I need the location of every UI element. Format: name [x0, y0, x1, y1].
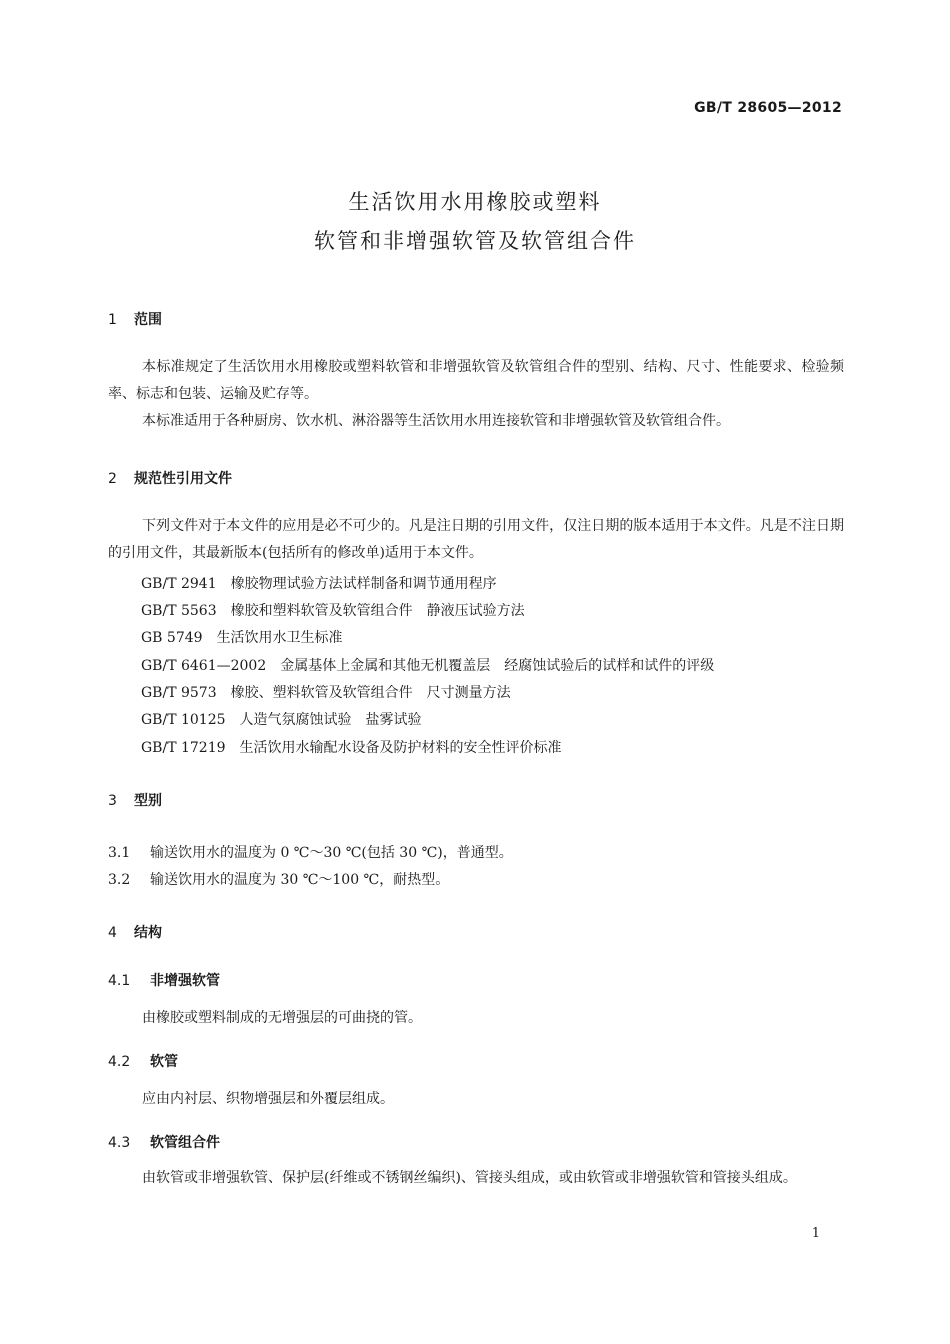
reference-title: 人造气氛腐蚀试验	[239, 712, 352, 728]
section-number: 1	[108, 312, 117, 328]
section-2-heading	[108, 468, 232, 488]
reference-subtitle: 盐雾试验	[365, 712, 422, 728]
reference-code: GB/T 2941	[141, 576, 217, 592]
reference-code: GB 5749	[141, 630, 203, 646]
reference-code: GB/T 6461—2002	[141, 658, 267, 674]
clause-title: 非增强软管	[150, 973, 220, 989]
scope-paragraph-2: 本标准适用于各种厨房、饮水机、淋浴器等生活饮用水用连接软管和非增强软管及软管组合件。	[142, 413, 730, 429]
page-number: 1	[811, 1226, 820, 1241]
reference-title: 橡胶物理试验方法试样制备和调节通用程序	[230, 576, 497, 592]
reference-subtitle: 经腐蚀试验后的试样和试件的评级	[504, 658, 715, 674]
section-4-heading	[108, 922, 162, 942]
clause-4-2-heading	[108, 1051, 178, 1071]
reference-title: 生活饮用水卫生标准	[216, 630, 343, 646]
reference-code: GB/T 10125	[141, 712, 226, 728]
reference-title: 生活饮用水输配水设备及防护材料的安全性评价标准	[239, 740, 562, 756]
reference-code: GB/T 5563	[141, 603, 217, 619]
clause-number: 4.1	[108, 973, 131, 989]
reference-item	[141, 682, 511, 702]
clause-4-1-heading	[108, 970, 220, 990]
clause-title: 软管	[150, 1054, 178, 1070]
document-id: GB/T 28605—2012	[694, 100, 842, 116]
section-title: 结构	[134, 925, 162, 941]
title-line-1: 生活饮用水用橡胶或塑料	[348, 190, 602, 214]
section-title: 范围	[134, 312, 162, 328]
title-line-2: 软管和非增强软管及软管组合件	[314, 229, 636, 253]
reference-item	[141, 737, 562, 757]
clause-number: 4.3	[108, 1135, 131, 1151]
clause-number: 3.1	[108, 845, 131, 861]
section-1-heading	[108, 309, 162, 329]
clause-text: 输送饮用水的温度为 30 ℃～100 ℃，耐热型。	[150, 872, 450, 888]
reference-subtitle: 尺寸测量方法	[426, 685, 511, 701]
reference-item	[141, 709, 422, 729]
clause-title: 软管组合件	[150, 1135, 220, 1151]
section-title: 型别	[134, 793, 162, 809]
clause-number: 4.2	[108, 1054, 131, 1070]
section-number: 3	[108, 793, 117, 809]
reference-item	[141, 655, 714, 675]
clause-4-3-text: 由软管或非增强软管、保护层(纤维或不锈钢丝编织)、管接头组成，或由软管或非增强软管和管接头组成。	[142, 1170, 797, 1186]
clause-4-3-heading	[108, 1132, 220, 1152]
normative-references-paragraph: 下列文件对于本文件的应用是必不可少的。凡是注日期的引用文件，仅注日期的版本适用于本文件。凡是不注日期的引用文件，其最新版本(包括所有的修改单)适用于本文件。	[108, 518, 844, 561]
section-number: 4	[108, 925, 117, 941]
reference-item	[141, 600, 525, 620]
reference-title: 橡胶和塑料软管及软管组合件	[230, 603, 413, 619]
reference-subtitle: 静液压试验方法	[426, 603, 525, 619]
section-title: 规范性引用文件	[134, 471, 232, 487]
clause-text: 输送饮用水的温度为 0 ℃～30 ℃(包括 30 ℃)，普通型。	[150, 845, 513, 861]
reference-item	[141, 573, 497, 593]
reference-item	[141, 627, 343, 647]
clause-3-2	[108, 869, 449, 889]
reference-title: 金属基体上金属和其他无机覆盖层	[280, 658, 491, 674]
clause-3-1	[108, 842, 513, 862]
clause-4-2-text: 应由内衬层、织物增强层和外覆层组成。	[142, 1091, 394, 1107]
scope-paragraph-1: 本标准规定了生活饮用水用橡胶或塑料软管和非增强软管及软管组合件的型别、结构、尺寸、性能要求、检验频率、标志和包装、运输及贮存等。	[108, 359, 844, 402]
clause-number: 3.2	[108, 872, 131, 888]
reference-code: GB/T 9573	[141, 685, 217, 701]
section-number: 2	[108, 471, 117, 487]
reference-code: GB/T 17219	[141, 740, 226, 756]
section-3-heading	[108, 790, 162, 810]
reference-title: 橡胶、塑料软管及软管组合件	[230, 685, 413, 701]
clause-4-1-text: 由橡胶或塑料制成的无增强层的可曲挠的管。	[142, 1010, 422, 1026]
